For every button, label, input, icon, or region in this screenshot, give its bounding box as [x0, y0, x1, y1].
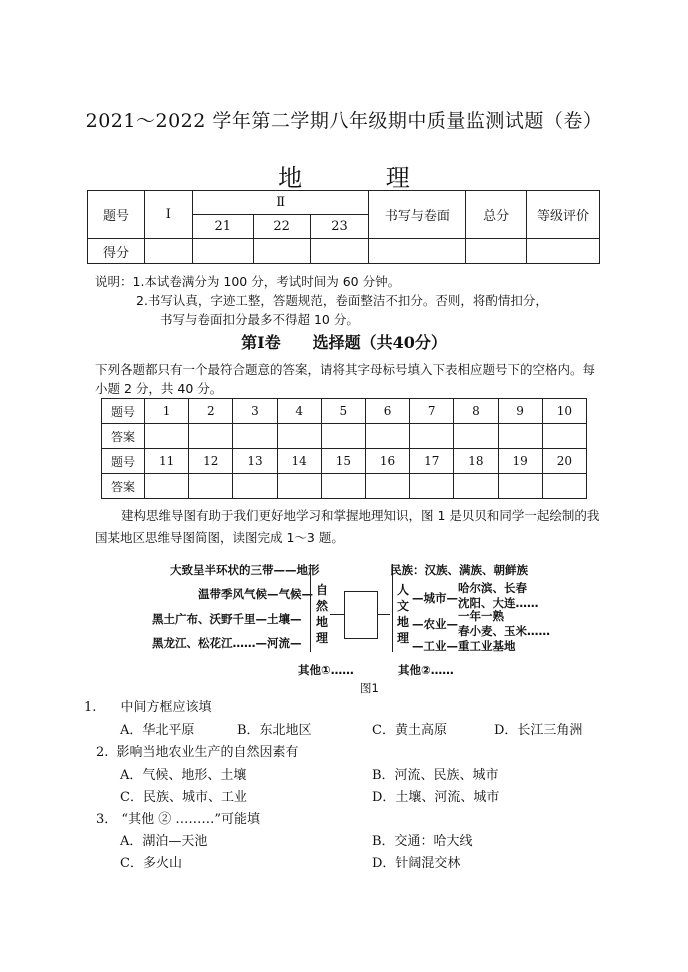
answer-cell[interactable]: [454, 474, 498, 499]
note-line-3: 书写与卷面扣分最多不得超 10 分。: [160, 312, 359, 327]
question-number: 18: [454, 449, 498, 474]
score-header-q23: 23: [310, 215, 369, 239]
answer-cell[interactable]: [498, 424, 542, 449]
question-number: 6: [365, 399, 409, 424]
score-cell[interactable]: [466, 239, 527, 264]
answer-cell[interactable]: [277, 474, 321, 499]
answer-cell[interactable]: [410, 424, 454, 449]
question-1: [84, 696, 212, 715]
score-header-writing: 书写与卷面: [369, 191, 466, 239]
exam-title: 2021～2022 学年第二学期八年级期中质量监测试题（卷）: [85, 110, 603, 132]
diagram-river: 黑龙江、松花江……—河流—: [152, 636, 302, 650]
mind-map-diagram: [150, 558, 570, 698]
option-1d[interactable]: D．长江三角洲: [494, 723, 583, 738]
question-number: 19: [498, 449, 542, 474]
option-2d[interactable]: D．土壤、河流、城市: [372, 790, 500, 805]
diagram-other-1: 其他①……: [298, 663, 354, 677]
diagram-climate: 温带季风气候—气候—: [198, 587, 313, 601]
score-row-label: 得分: [88, 239, 145, 264]
diagram-city-b: 沈阳、大连……: [458, 596, 539, 610]
option-1a[interactable]: A．华北平原: [120, 723, 195, 738]
score-cell[interactable]: [144, 239, 192, 264]
answer-cell[interactable]: [410, 474, 454, 499]
answer-row-label: 答案: [102, 474, 145, 499]
question-2: [96, 741, 299, 760]
score-header-q22: 22: [253, 215, 310, 239]
option-3b[interactable]: B．交通：哈大线: [372, 834, 473, 849]
answer-cell[interactable]: [145, 474, 189, 499]
question-number: 9: [498, 399, 542, 424]
question-number: 17: [410, 449, 454, 474]
diagram-agriculture: —农业—: [412, 617, 458, 631]
answer-cell[interactable]: [145, 424, 189, 449]
answer-cell[interactable]: [233, 424, 277, 449]
score-header-grade: 等级评价: [527, 191, 600, 239]
question-number: 7: [410, 399, 454, 424]
question-number: 20: [542, 449, 586, 474]
score-header-question: 题号: [88, 191, 145, 239]
diagram-industry: —工业—重工业基地: [412, 639, 516, 653]
score-header-total: 总分: [466, 191, 527, 239]
diagram-ethnic: 民族：汉族、满族、朝鲜族: [390, 563, 528, 577]
answer-row-label: 题号: [102, 449, 145, 474]
exam-notes: [95, 272, 548, 329]
diagram-connector-left: [330, 614, 344, 615]
question-number: 8: [454, 399, 498, 424]
option-2b[interactable]: B．河流、民族、城市: [372, 768, 499, 783]
diagram-soil: 黑土广布、沃野千里—土壤—: [152, 612, 302, 626]
question-number: 10: [542, 399, 586, 424]
note-line-1: 说明：1.本试卷满分为 100 分，考试时间为 60 分钟。: [95, 274, 401, 289]
score-header-part1: Ⅰ: [144, 191, 192, 239]
option-1b[interactable]: B．东北地区: [237, 723, 312, 738]
note-line-2: 2.书写认真，字迹工整，答题规范，卷面整洁不扣分。否则，将酌情扣分，: [136, 293, 548, 308]
answer-row-label: 答案: [102, 424, 145, 449]
diagram-city-a: 哈尔滨、长春: [458, 581, 527, 595]
diagram-connector-right: [378, 614, 390, 615]
question-number: 14: [277, 449, 321, 474]
question-number: 2.: [96, 745, 109, 760]
question-number: 15: [321, 449, 365, 474]
score-header-q21: 21: [192, 215, 253, 239]
answer-cell[interactable]: [277, 424, 321, 449]
option-2a[interactable]: A．气候、地形、土壤: [120, 768, 247, 783]
score-header-part2: Ⅱ: [192, 191, 369, 215]
diagram-other-2: 其他②……: [398, 663, 454, 677]
question-text: “其他 ② ………”可能填: [121, 812, 260, 827]
option-3c[interactable]: C．多火山: [120, 856, 182, 871]
option-3d[interactable]: D．针阔混交林: [372, 856, 461, 871]
answer-cell[interactable]: [365, 474, 409, 499]
diagram-center-box[interactable]: [344, 591, 378, 639]
option-2c[interactable]: C．民族、城市、工业: [120, 790, 247, 805]
question-text: 中间方框应该填: [120, 700, 212, 715]
answer-cell[interactable]: [542, 474, 586, 499]
score-cell[interactable]: [310, 239, 369, 264]
diagram-natural-label: 自然地理: [316, 583, 329, 645]
answer-cell[interactable]: [454, 424, 498, 449]
diagram-caption: 图1: [360, 681, 379, 695]
option-1c[interactable]: C．黄土高原: [372, 723, 447, 738]
question-number: 1: [145, 399, 189, 424]
question-number: 4: [277, 399, 321, 424]
answer-cell[interactable]: [233, 474, 277, 499]
option-3a[interactable]: A．湖泊—天池: [120, 834, 208, 849]
section-instructions: 下列各题都只有一个最符合题意的答案，请将其字母标号填入下表相应题号下的空格内。每小题 2 分，共 40 分。: [95, 362, 596, 396]
score-cell[interactable]: [369, 239, 466, 264]
score-cell[interactable]: [192, 239, 253, 264]
score-cell[interactable]: [527, 239, 600, 264]
score-table: [87, 190, 600, 264]
diagram-agri-b: 春小麦、玉米……: [458, 624, 550, 638]
score-cell[interactable]: [253, 239, 310, 264]
diagram-terrain: 大致呈半环状的三带——地形: [170, 563, 320, 577]
question-number: 1.: [84, 700, 97, 715]
question-number: 2: [189, 399, 233, 424]
diagram-agri-a: 一年一熟: [458, 609, 504, 623]
question-number: 3: [233, 399, 277, 424]
question-3: [96, 808, 260, 827]
subject-title: 地 理: [278, 164, 448, 192]
answer-cell[interactable]: [365, 424, 409, 449]
answer-cell[interactable]: [542, 424, 586, 449]
answer-table: [101, 398, 587, 499]
answer-cell[interactable]: [189, 474, 233, 499]
question-number: 11: [145, 449, 189, 474]
answer-cell[interactable]: [321, 474, 365, 499]
question-number: 12: [189, 449, 233, 474]
question-number: 5: [321, 399, 365, 424]
question-text: 影响当地农业生产的自然因素有: [116, 745, 299, 760]
section-title: 第Ⅰ卷 选择题（共40分）: [241, 333, 447, 352]
diagram-human-label: 人文地理: [397, 583, 410, 645]
answer-cell[interactable]: [189, 424, 233, 449]
diagram-city: —城市—: [412, 591, 458, 605]
question-number: 13: [233, 449, 277, 474]
answer-cell[interactable]: [498, 474, 542, 499]
question-number: 16: [365, 449, 409, 474]
question-number: 3．: [96, 812, 118, 827]
answer-cell[interactable]: [321, 424, 365, 449]
answer-row-label: 题号: [102, 399, 145, 424]
intro-paragraph: 建构思维导图有助于我们更好地学习和掌握地理知识，图 1 是贝贝和同学一起绘制的我国某地区思维导图简图，读图完成 1～3 题。: [95, 508, 600, 545]
